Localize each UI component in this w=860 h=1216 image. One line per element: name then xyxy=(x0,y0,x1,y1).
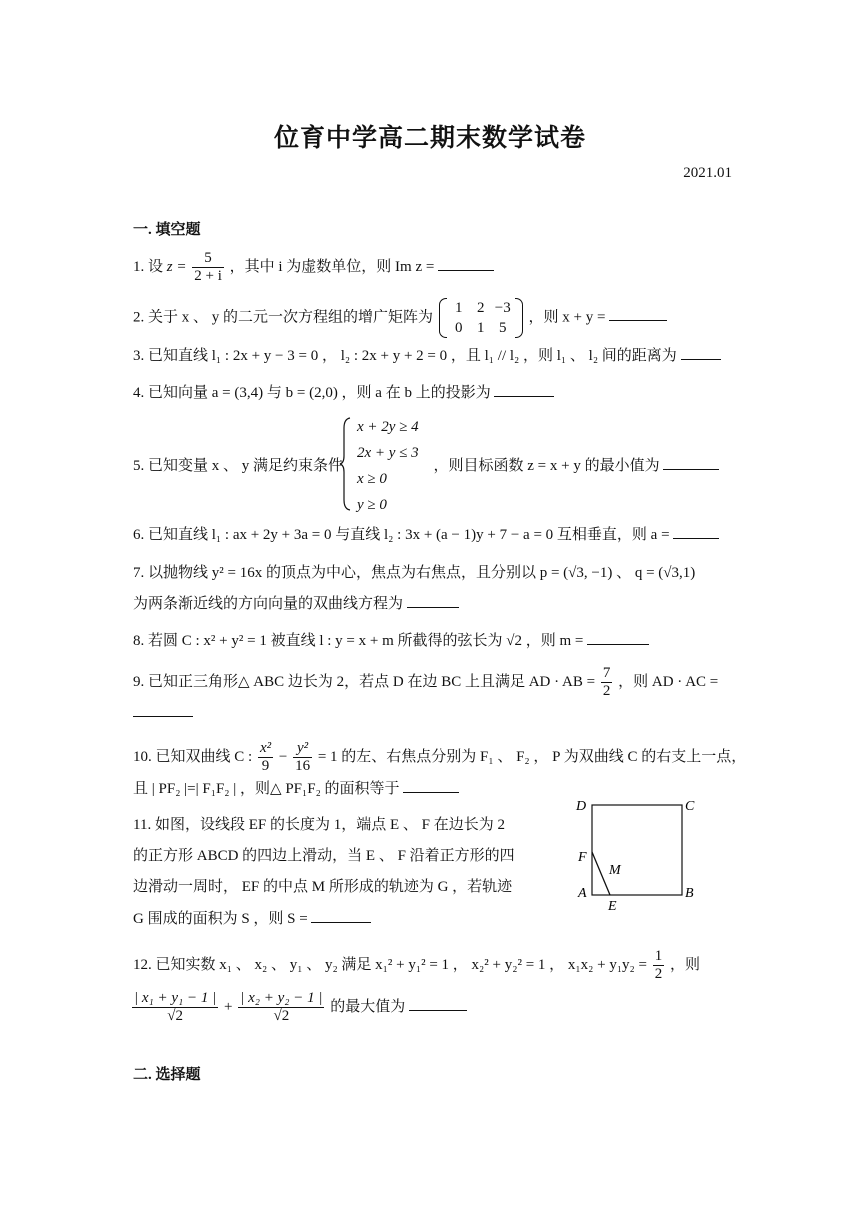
q6-answer-blank[interactable] xyxy=(673,524,719,539)
question-11-line-4 xyxy=(133,908,371,929)
q10-answer-blank[interactable] xyxy=(403,778,459,793)
q11-line: 的正方形 ABCD 的四边上滑动，当 E 、 F 沿着正方形的四 xyxy=(133,848,515,864)
q12-denominator: 2 xyxy=(654,966,663,982)
q12-fraction-1 xyxy=(132,990,218,1025)
q2-augmented-matrix xyxy=(439,298,523,338)
question-4 xyxy=(133,382,554,403)
q10-suffix: = 1 的左、右焦点分别为 F₁ 、 F₂ ， P 为双曲线 C 的右支上一点， xyxy=(317,748,747,765)
q11-line: 边滑动一周时， EF 的中点 M 所形成的轨迹为 G ，若轨迹 xyxy=(133,879,513,895)
q9-numerator: 7 xyxy=(602,665,611,681)
q12-answer-blank[interactable] xyxy=(409,996,467,1011)
q10-fraction-y xyxy=(293,740,312,775)
q10-line2: 且 | PF₂ |=| F₁F₂ | ，则△ PF₁F₂ 的面积等于 xyxy=(133,781,400,797)
q5-prefix: 5. 已知变量 x 、 y 满足约束条件 xyxy=(133,458,344,474)
q9-denominator: 2 xyxy=(602,683,611,699)
constraint-line: 2x + y ≤ 3 xyxy=(357,445,419,461)
q7-answer-blank[interactable] xyxy=(407,593,459,608)
q12-plus: + xyxy=(224,998,233,1015)
question-9 xyxy=(133,665,718,700)
q12-line1a: 12. 已知实数 x₁ 、 x₂ 、 y₁ 、 y₂ 满足 x₁² + y₁² = 1 ， x₂² + y₂² = 1 ， x₁x₂ + y₁y₂ = xyxy=(133,956,648,973)
q10-minus: − xyxy=(278,748,288,765)
q12-fraction-1-denominator: √2 xyxy=(167,1008,183,1024)
q7-line1: 7. 以抛物线 y² = 16x 的顶点为中心，焦点为右焦点，且分别以 p = (√3, −1) 、 q = (√3,1) xyxy=(133,565,696,581)
square-abcd xyxy=(592,805,682,895)
question-11-line-1 xyxy=(133,815,505,835)
q9-suffix: ，则 AD · AC = xyxy=(618,673,719,690)
q12-fraction-1-numerator: | x₁ + y₁ − 1 | xyxy=(134,990,217,1006)
constraint-line: x ≥ 0 xyxy=(357,471,387,487)
question-10-line-2 xyxy=(133,778,459,799)
q10-denominator-x: 9 xyxy=(261,758,270,774)
question-11-line-2 xyxy=(133,846,515,866)
question-5 xyxy=(133,455,719,476)
question-10 xyxy=(133,740,746,775)
label-b: B xyxy=(685,886,694,901)
matrix-cell: 1 xyxy=(455,300,463,316)
q12-fraction-2-denominator: √2 xyxy=(273,1008,290,1024)
q7-line2: 为两条渐近线的方向向量的双曲线方程为 xyxy=(133,596,404,612)
q9-answer-blank[interactable] xyxy=(133,702,193,717)
q10-numerator-x: x² xyxy=(259,740,272,756)
question-12-line-2 xyxy=(130,990,467,1025)
matrix-cell: 2 xyxy=(477,300,485,316)
question-8 xyxy=(133,630,649,651)
q10-denominator-y: 16 xyxy=(295,758,311,774)
q10-prefix: 10. 已知双曲线 C : xyxy=(133,748,253,765)
exam-date: 2021.01 xyxy=(683,165,732,181)
q1-z: z = xyxy=(166,258,187,275)
constraint-line: y ≥ 0 xyxy=(357,497,387,513)
segment-ef xyxy=(592,852,610,895)
q11-square-figure xyxy=(572,795,702,913)
question-7-line-2 xyxy=(133,593,459,614)
question-11-line-3 xyxy=(133,877,512,897)
q12-numerator: 1 xyxy=(654,948,663,964)
question-7-line-1 xyxy=(133,563,695,583)
matrix-row xyxy=(448,318,514,338)
q4-answer-blank[interactable] xyxy=(494,382,554,397)
q10-fraction-x xyxy=(258,740,273,775)
q5-suffix: ，则目标函数 z = x + y 的最小值为 xyxy=(433,458,660,474)
question-3 xyxy=(133,345,721,366)
q11-line: G 围成的面积为 S ，则 S = xyxy=(133,911,308,927)
matrix-cell: 5 xyxy=(499,320,507,336)
q12-fraction-half xyxy=(653,948,665,983)
q12-fraction-2-numerator: | x₂ + y₂ − 1 | xyxy=(240,990,323,1006)
section-fill-in-heading: 一. 填空题 xyxy=(133,222,201,238)
matrix-cell: 1 xyxy=(477,320,485,336)
q3-answer-blank[interactable] xyxy=(681,345,721,360)
question-6 xyxy=(133,524,719,545)
q11-answer-blank[interactable] xyxy=(311,908,371,923)
q5-left-brace xyxy=(339,416,353,512)
q3-text: 3. 已知直线 l₁ : 2x + y − 3 = 0 ， l₂ : 2x + y + 2 = 0 ，且 l₁ // l₂ ，则 l₁ 、 l₂ 间的距离为 xyxy=(133,348,677,364)
label-a: A xyxy=(578,886,587,901)
q9-prefix: 9. 已知正三角形△ ABC 边长为 2，若点 D 在边 BC 上且满足 AD · AB = xyxy=(133,673,596,690)
label-e: E xyxy=(608,899,617,913)
q6-text: 6. 已知直线 l₁ : ax + 2y + 3a = 0 与直线 l₂ : 3x + (a − 1)y + 7 − a = 0 互相垂直，则 a = xyxy=(133,527,670,543)
q2-answer-blank[interactable] xyxy=(609,306,667,321)
matrix-row xyxy=(448,298,514,318)
q4-text: 4. 已知向量 a = (3,4) 与 b = (2,0) ，则 a 在 b 上的投影为 xyxy=(133,385,491,401)
q2-prefix: 2. 关于 x 、 y 的二元一次方程组的增广矩阵为 xyxy=(133,309,434,326)
page-title: 位育中学高二期末数学试卷 xyxy=(273,125,586,152)
q5-answer-blank[interactable] xyxy=(663,455,719,470)
question-1 xyxy=(133,250,494,285)
q12-fraction-2 xyxy=(238,990,324,1025)
q11-line: 11. 如图，设线段 EF 的长度为 1，端点 E 、 F 在边长为 2 xyxy=(133,817,505,833)
q8-text: 8. 若圆 C : x² + y² = 1 被直线 l : y = x + m 所截得的弦长为 √2 ，则 m = xyxy=(133,633,584,649)
q9-fraction xyxy=(601,665,613,700)
question-12-line-1 xyxy=(133,948,700,983)
q1-numerator: 5 xyxy=(192,250,224,268)
constraint-line: x + 2y ≥ 4 xyxy=(357,419,419,435)
label-d: D xyxy=(576,799,587,814)
matrix-cell: 0 xyxy=(455,320,463,336)
q1-prefix: 1. 设 xyxy=(133,258,164,275)
q2-suffix: ，则 x + y = xyxy=(528,309,606,326)
matrix-cell: −3 xyxy=(494,300,511,316)
q1-fraction xyxy=(192,250,224,285)
q1-denominator: 2 + i xyxy=(194,268,222,284)
label-f: F xyxy=(578,850,587,865)
q1-answer-blank[interactable] xyxy=(438,256,494,271)
label-c: C xyxy=(685,799,695,814)
q12-line1b: ，则 xyxy=(670,956,701,973)
question-2 xyxy=(133,298,667,338)
question-9-blank-line xyxy=(133,702,193,723)
q12-suffix: 的最大值为 xyxy=(330,998,406,1015)
q8-answer-blank[interactable] xyxy=(587,630,649,645)
section-choice-heading: 二. 选择题 xyxy=(133,1067,201,1083)
q1-suffix: ，其中 i 为虚数单位，则 Im z = xyxy=(229,258,435,275)
q5-constraint-system xyxy=(357,414,419,518)
q10-numerator-y: y² xyxy=(293,740,312,758)
label-m: M xyxy=(609,863,621,878)
